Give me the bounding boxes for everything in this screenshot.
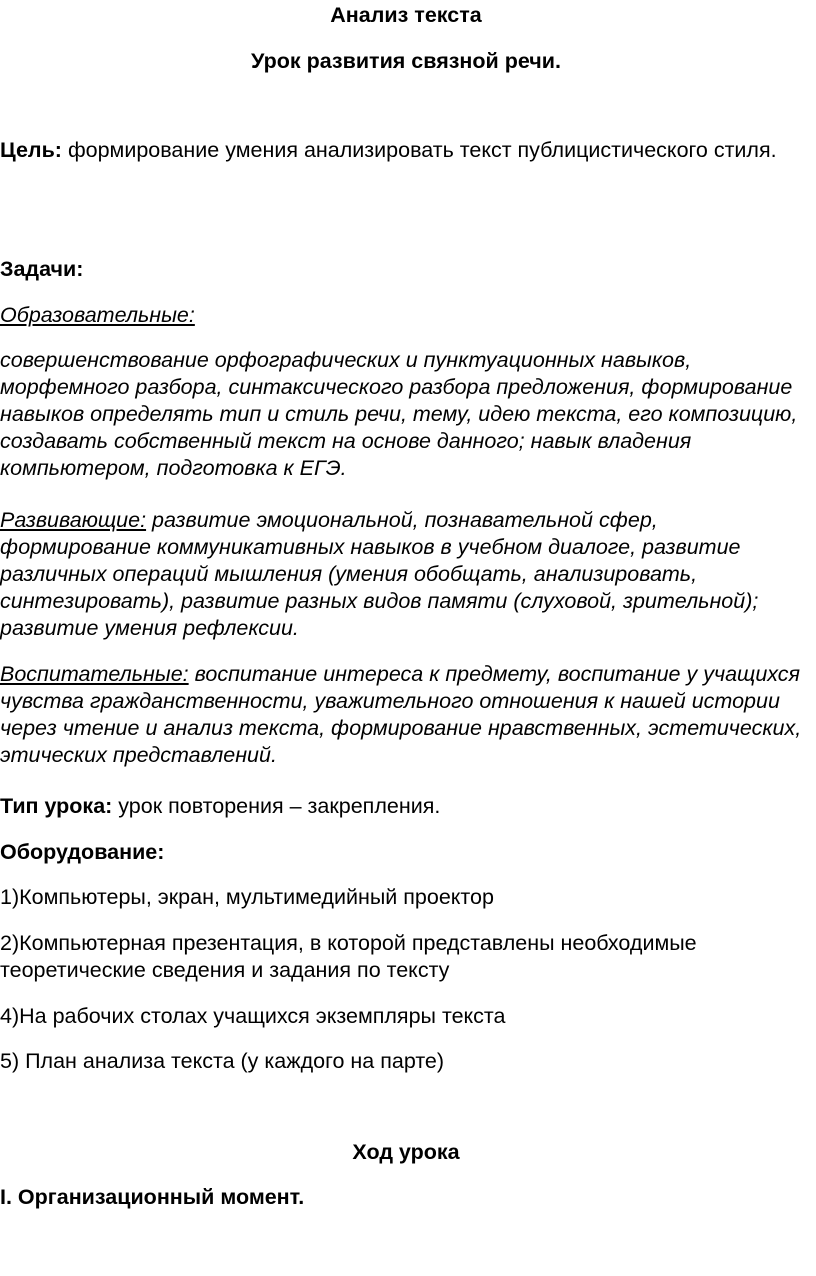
educational-text: совершенствование орфографических и пунктуационных навыков, морфемного разбора, синтаксического разбора предложения, формирование навыков определять тип и стиль речи, тему, идею текста, его композицию, создавать собственный текст на основе данного; навык владения компьютером, подготовка к ЕГЭ. bbox=[0, 348, 798, 480]
goal-label: Цель: bbox=[0, 138, 62, 162]
lesson-type-paragraph bbox=[0, 793, 812, 820]
lesson-flow-heading: Ход урока bbox=[352, 1140, 460, 1164]
document-title: Анализ текста bbox=[330, 3, 482, 27]
upbringing-paragraph bbox=[0, 661, 812, 769]
developing-label: Развивающие: bbox=[0, 508, 147, 532]
equipment-item: 4)На рабочих столах учащихся экземпляры текста bbox=[0, 1004, 506, 1028]
equipment-item: 5) План анализа текста (у каждого на парте) bbox=[0, 1049, 445, 1073]
upbringing-label: Воспитательные: bbox=[0, 662, 189, 686]
document-subtitle: Урок развития связной речи. bbox=[251, 49, 561, 73]
section-heading: I. Организационный момент. bbox=[0, 1185, 305, 1209]
equipment-item: 1)Компьютеры, экран, мультимедийный проектор bbox=[0, 885, 494, 909]
developing-paragraph bbox=[0, 507, 812, 642]
educational-label: Образовательные: bbox=[0, 303, 195, 327]
tasks-heading: Задачи: bbox=[0, 257, 84, 281]
equipment-item: 2)Компьютерная презентация, в которой представлены необходимые теоретические сведения и задания по тексту bbox=[0, 931, 697, 982]
equipment-heading: Оборудование: bbox=[0, 840, 165, 864]
lesson-type-label: Тип урока: bbox=[0, 794, 113, 818]
goal-text: формирование умения анализировать текст публицистического стиля. bbox=[61, 138, 777, 162]
developing-text: развитие эмоциональной, познавательной сфер, формирование коммуникативных навыков в учебном диалоге, развитие различных операций мышления (умения обобщать, анализировать, синтезировать), развитие разных видов памяти (слуховой, зрительной); развитие умения рефлексии. bbox=[0, 508, 759, 640]
upbringing-text: воспитание интереса к предмету, воспитание у учащихся чувства гражданственности, уважительного отношения к нашей истории через чтение и анализ текста, формирование нравственных, эстетических, этических представлений. bbox=[0, 662, 802, 767]
lesson-type-text: урок повторения – закрепления. bbox=[112, 794, 441, 818]
goal-paragraph bbox=[0, 137, 812, 164]
